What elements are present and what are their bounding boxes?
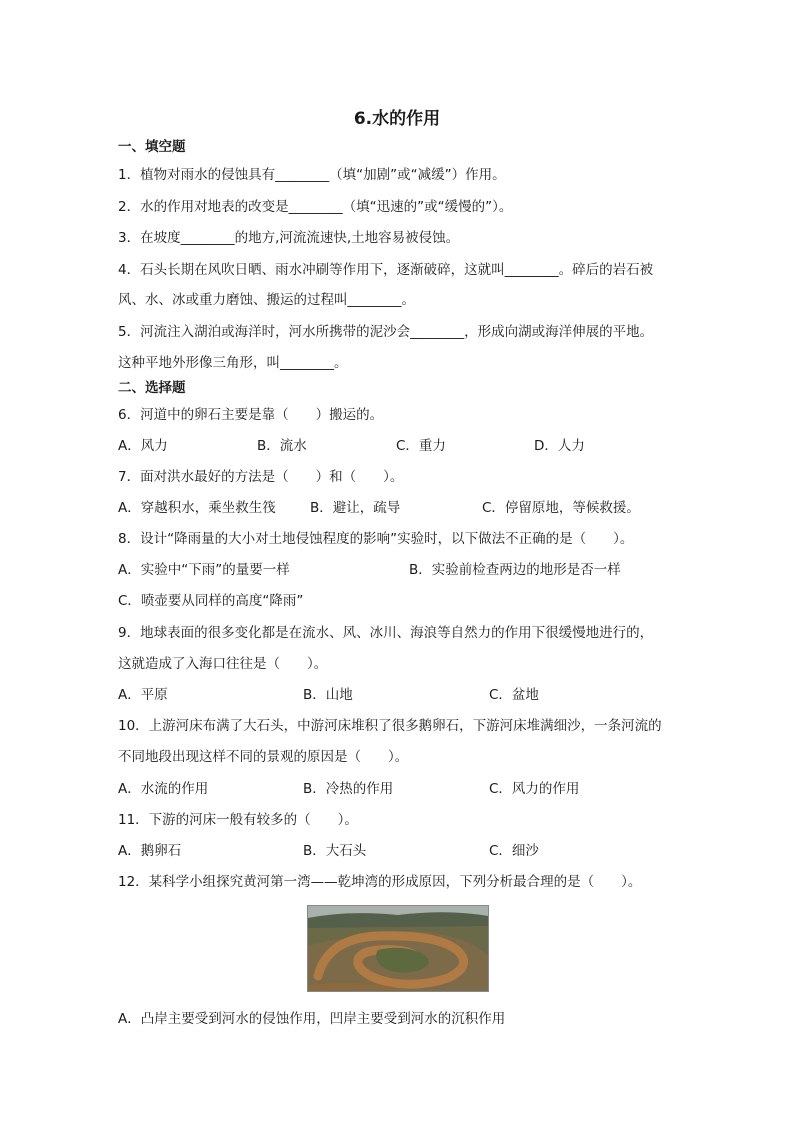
question-4-line2: 风、水、冰或重力磨蚀、搬运的过程叫________。 xyxy=(118,292,415,308)
question-6: 6．河道中的卵石主要是靠（ ）搬运的。 xyxy=(118,407,384,423)
q7-option-c: C．停留原地，等候救援。 xyxy=(482,500,640,516)
q10-option-b: B．冷热的作用 xyxy=(303,781,394,797)
q6-option-c: C．重力 xyxy=(396,438,446,454)
q6-option-b: B．流水 xyxy=(257,438,307,454)
q11-option-c: C．细沙 xyxy=(489,843,539,859)
q9-option-b: B．山地 xyxy=(303,687,353,703)
q12-option-a: A．凸岸主要受到河水的侵蚀作用，凹岸主要受到河水的沉积作用 xyxy=(118,1011,506,1027)
question-8: 8．设计“降雨量的大小对土地侵蚀程度的影响”实验时，以下做法不正确的是（ ）。 xyxy=(118,531,634,547)
section-fill-heading: 一、填空题 xyxy=(118,139,186,155)
question-12: 12．某科学小组探究黄河第一湾——乾坤湾的形成原因，下列分析最合理的是（ ）。 xyxy=(118,874,642,890)
q8-option-c: C．喷壶要从同样的高度“降雨” xyxy=(118,593,304,609)
question-5-line1: 5．河流注入湖泊或海洋时，河水所携带的泥沙会________，形成向湖或海洋伸展的平地。 xyxy=(118,324,654,340)
q6-option-d: D．人力 xyxy=(534,438,585,454)
q8-option-b: B．实验前检查两边的地形是否一样 xyxy=(409,562,621,578)
question-4-line1: 4．石头长期在风吹日晒、雨水冲刷等作用下，逐渐破碎，这就叫________。碎后的岩石被 xyxy=(118,262,654,278)
q10-option-c: C．风力的作用 xyxy=(489,781,580,797)
question-2: 2．水的作用对地表的改变是________（填“迅速的”或“缓慢的”）。 xyxy=(118,199,513,215)
q11-option-b: B．大石头 xyxy=(303,843,367,859)
question-1: 1．植物对雨水的侵蚀具有________（填“加剧”或“减缓”）作用。 xyxy=(118,167,506,183)
q8-option-a: A．实验中“下雨”的量要一样 xyxy=(118,562,290,578)
river-bend-photo xyxy=(307,905,489,992)
question-10-line1: 10．上游河床布满了大石头，中游河床堆积了很多鹅卵石，下游河床堆满细沙，一条河流的 xyxy=(118,718,662,734)
q10-option-a: A．水流的作用 xyxy=(118,781,209,797)
question-9-line2: 这就造成了入海口往往是（ ）。 xyxy=(118,656,328,672)
question-9-line1: 9．地球表面的很多变化都是在流水、风、冰川、海浪等自然力的作用下很缓慢地进行的， xyxy=(118,625,654,641)
q7-option-a: A．穿越积水，乘坐救生筏 xyxy=(118,500,276,516)
section-choice-heading: 二、选择题 xyxy=(118,380,186,396)
question-7: 7．面对洪水最好的方法是（ ）和（ ）。 xyxy=(118,469,404,485)
page-title: 6.水的作用 xyxy=(353,109,441,129)
question-3: 3．在坡度________的地方,河流流速快,土地容易被侵蚀。 xyxy=(118,230,460,246)
question-11: 11．下游的河床一般有较多的（ ）。 xyxy=(118,812,358,828)
question-5-line2: 这种平地外形像三角形，叫________。 xyxy=(118,355,348,371)
q7-option-b: B．避让，疏导 xyxy=(310,500,401,516)
q9-option-c: C．盆地 xyxy=(489,687,539,703)
q11-option-a: A．鹅卵石 xyxy=(118,843,182,859)
q9-option-a: A．平原 xyxy=(118,687,168,703)
river-bend-illustration xyxy=(308,906,488,991)
question-10-line2: 不同地段出现这样不同的景观的原因是（ ）。 xyxy=(118,749,409,765)
q6-option-a: A．风力 xyxy=(118,438,168,454)
